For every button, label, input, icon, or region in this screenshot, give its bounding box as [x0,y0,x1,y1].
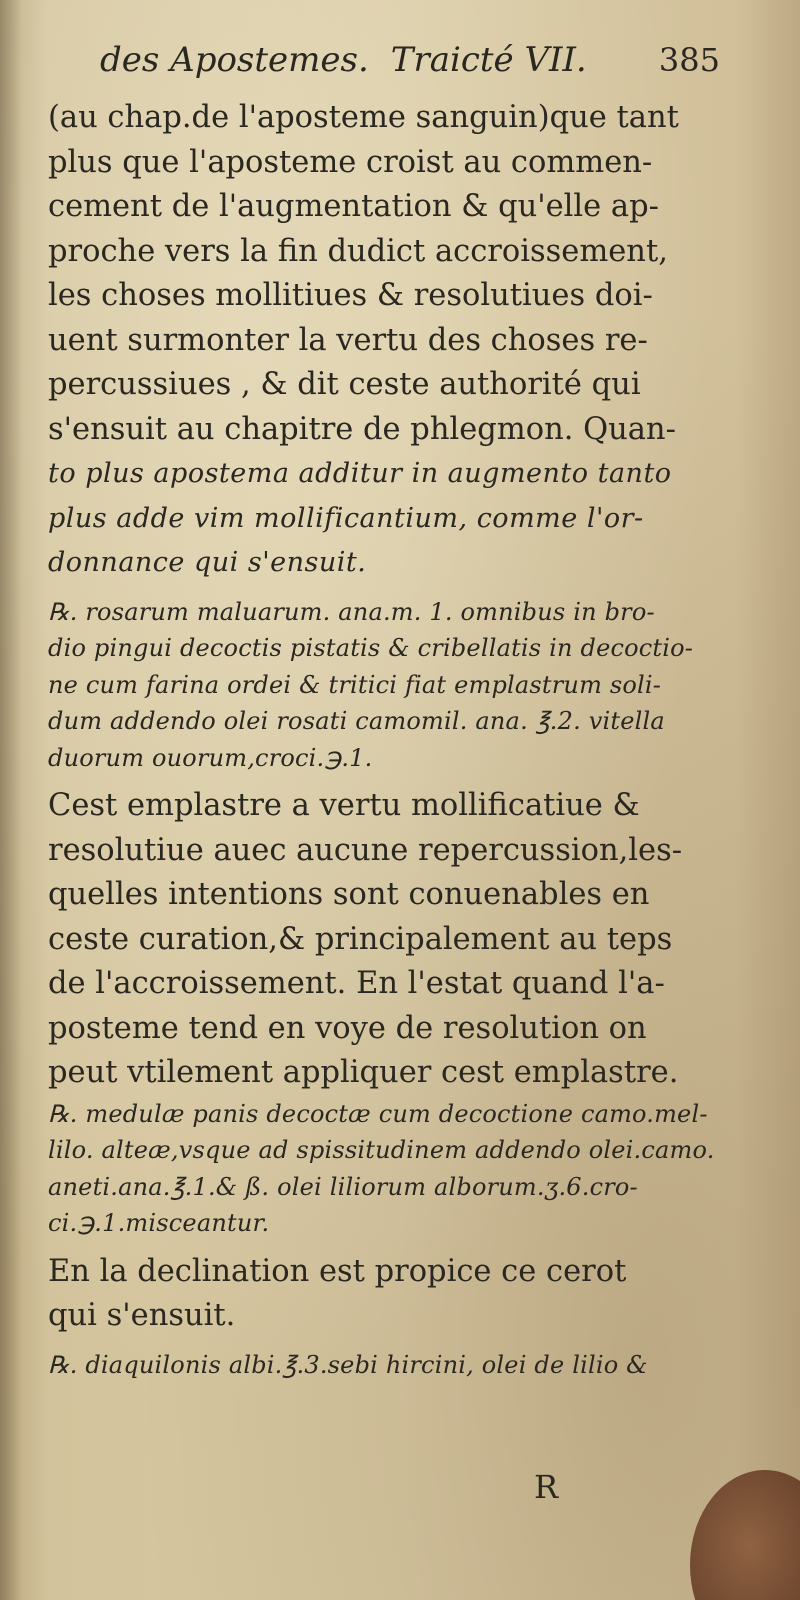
text-line: les choses mollitiues & resolutiues doi- [48,278,653,313]
text-line: de l'accroissement. En l'estat quand l'a- [48,966,665,1001]
text-line: dum addendo olei rosati camomil. ana. ℥.2. vitella [48,707,665,735]
page-body [48,96,716,1383]
thumb-shadow [690,1470,800,1600]
text-line: ne cum farina ordei & tritici fiat emplastrum soli- [48,670,662,699]
text-line: uent surmonter la vertu des choses re- [48,322,648,358]
paragraph-2 [48,452,716,586]
page-number: 385 [658,41,720,79]
text-line: posteme tend en voye de resolution on [48,1010,647,1046]
text-line: ceste curation,& principalement au teps [48,921,673,957]
text-line: quelles intentions sont conuenables en [48,877,650,912]
gutter-shadow [0,0,22,1600]
text-line: plus que l'aposteme croist au commen- [48,144,653,180]
paragraph-3 [48,784,716,1096]
text-line: duorum ouorum,croci.℈.1. [48,743,373,772]
recipe-3 [48,1347,716,1384]
recipe-1 [48,594,716,777]
text-line: (au chap.de l'aposteme sanguin)que tant [48,100,679,135]
text-line: donnance qui s'ensuit. [48,547,367,578]
text-line: plus adde vim mollificantium, comme l'or- [48,502,644,534]
running-header [100,40,720,88]
paragraph-4 [48,1250,716,1339]
text-line: lilo. alteæ,vsque ad spissitudinem addendo olei.camo. [48,1136,715,1164]
text-line: ci.℈.1.misceantur. [48,1209,270,1237]
text-line: qui s'ensuit. [48,1298,236,1333]
paragraph-1 [48,96,716,452]
signature-mark: R [534,1468,559,1506]
text-line: dio pingui decoctis pistatis & cribellatis in decoctio- [48,634,694,662]
text-line: resolutiue auec aucune repercussion,les- [48,832,683,868]
text-line: to plus apostema additur in augmento tanto [48,458,672,489]
text-line: En la declination est propice ce cerot [48,1253,627,1289]
text-line: Cest emplastre a vertu mollificatiue & [48,788,640,823]
text-line: cement de l'augmentation & qu'elle ap- [48,189,659,224]
header-subtitle: Traicté VII. [390,40,587,80]
text-line: ℞. rosarum maluarum. ana.m. 1. omnibus in bro- [48,597,655,626]
text-line: peut vtilement appliquer cest emplastre. [48,1055,679,1090]
text-line: aneti.ana.℥.1.& ß. olei liliorum alborum.ʒ.6.cro- [48,1172,638,1201]
header-title: des Apostemes. [100,40,369,80]
text-line: percussiues , & dit ceste authorité qui [48,367,641,402]
recipe-2 [48,1096,716,1242]
text-line: s'ensuit au chapitre de phlegmon. Quan- [48,411,676,447]
text-line: ℞. diaquilonis albi.℥.3.sebi hircini, olei de lilio & [48,1350,648,1379]
text-line: ℞. medulæ panis decoctæ cum decoctione camo.mel- [48,1099,708,1128]
text-line: proche vers la fin dudict accroissement, [48,233,668,269]
